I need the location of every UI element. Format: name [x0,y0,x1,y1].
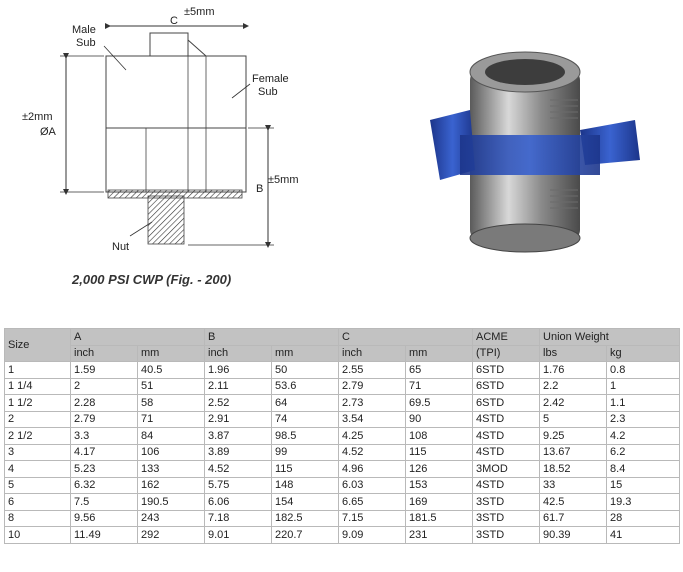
table-cell: 3STD [473,510,540,527]
table-cell: 5 [5,477,71,494]
dim-b-label: B [256,183,264,195]
table-cell: 181.5 [406,510,473,527]
table-cell: 3.54 [339,411,406,428]
figure-caption: 2,000 PSI CWP (Fig. - 200) [72,272,232,287]
table-cell: 9.56 [71,510,138,527]
table-cell: 2.28 [71,395,138,412]
table-cell: 42.5 [540,494,607,511]
table-cell: 9.09 [339,527,406,544]
table-cell: 115 [272,461,339,478]
table-cell: 99 [272,444,339,461]
table-cell: 2.11 [205,378,272,395]
table-cell: 7.15 [339,510,406,527]
table-cell: 2.52 [205,395,272,412]
table-cell: 2.3 [607,411,680,428]
header-b: B [205,329,339,346]
table-cell: 162 [138,477,205,494]
table-cell: 90.39 [540,527,607,544]
header-acme: ACME [473,329,540,346]
table-cell: 2.79 [71,411,138,428]
table-cell: 4.52 [205,461,272,478]
table-cell: 6STD [473,378,540,395]
table-cell: 126 [406,461,473,478]
table-row [5,395,680,412]
table-cell: 154 [272,494,339,511]
table-cell: 19.3 [607,494,680,511]
female-sub-label-2: Sub [258,86,278,98]
dim-c-label: C [170,15,178,27]
table-cell: 98.5 [272,428,339,445]
table-cell: 4.25 [339,428,406,445]
table-cell: 231 [406,527,473,544]
subheader-cell: (TPI) [473,345,540,362]
table-cell: 5.75 [205,477,272,494]
table-cell: 115 [406,444,473,461]
table-cell: 4 [5,461,71,478]
table-cell: 4.2 [607,428,680,445]
table-cell: 9.25 [540,428,607,445]
table-row [5,428,680,445]
table-row [5,527,680,544]
table-cell: 4STD [473,477,540,494]
table-row [5,411,680,428]
table-cell: 90 [406,411,473,428]
table-cell: 133 [138,461,205,478]
table-cell: 220.7 [272,527,339,544]
subheader-cell: mm [272,345,339,362]
tol-a-label: ±2mm [22,111,53,123]
table-cell: 15 [607,477,680,494]
table-cell: 169 [406,494,473,511]
table-cell: 106 [138,444,205,461]
table-cell: 4.17 [71,444,138,461]
hammer-union-diagram [0,0,300,300]
table-cell: 2.42 [540,395,607,412]
table-cell: 6.2 [607,444,680,461]
table-cell: 1 [5,362,71,379]
table-cell: 11.49 [71,527,138,544]
table-cell: 51 [138,378,205,395]
table-cell: 108 [406,428,473,445]
table-cell: 8.4 [607,461,680,478]
table-cell: 2 [5,411,71,428]
table-cell: 2.79 [339,378,406,395]
table-cell: 6.03 [339,477,406,494]
table-cell: 2 [71,378,138,395]
tol-c-label: ±5mm [184,6,215,18]
table-cell: 9.01 [205,527,272,544]
header-union-weight: Union Weight [540,329,680,346]
table-cell: 148 [272,477,339,494]
subheader-cell: inch [205,345,272,362]
table-cell: 53.6 [272,378,339,395]
spec-table [4,328,680,544]
table-row [5,494,680,511]
table-cell: 1.59 [71,362,138,379]
male-sub-label: Male [72,24,96,36]
table-cell: 2.73 [339,395,406,412]
female-sub-label: Female [252,73,289,85]
table-cell: 28 [607,510,680,527]
subheader-cell: inch [339,345,406,362]
table-cell: 292 [138,527,205,544]
table-row [5,362,680,379]
table-cell: 6.06 [205,494,272,511]
table-cell: 4STD [473,411,540,428]
nut-label: Nut [112,241,130,253]
table-cell: 2.55 [339,362,406,379]
hammer-union-icon [420,40,660,270]
table-row [5,444,680,461]
table-cell: 33 [540,477,607,494]
table-cell: 5 [540,411,607,428]
table-cell: 71 [138,411,205,428]
table-cell: 1.96 [205,362,272,379]
table-cell: 50 [272,362,339,379]
subheader-cell: lbs [540,345,607,362]
table-cell: 0.8 [607,362,680,379]
table-cell: 5.23 [71,461,138,478]
subheader-cell: mm [138,345,205,362]
table-cell: 2.91 [205,411,272,428]
table-cell: 1 [607,378,680,395]
table-cell: 6STD [473,395,540,412]
table-cell: 243 [138,510,205,527]
table-cell: 6 [5,494,71,511]
tol-b-label: ±5mm [268,174,299,186]
table-cell: 3MOD [473,461,540,478]
table-row [5,510,680,527]
dim-a-label: ØA [40,126,56,138]
header-c: C [339,329,473,346]
header-size: Size [5,329,71,362]
table-cell: 7.18 [205,510,272,527]
table-cell: 6.32 [71,477,138,494]
table-cell: 41 [607,527,680,544]
table-cell: 4.96 [339,461,406,478]
table-cell: 2 1/2 [5,428,71,445]
table-cell: 8 [5,510,71,527]
table-cell: 1 1/4 [5,378,71,395]
subheader-cell: mm [406,345,473,362]
table-cell: 64 [272,395,339,412]
table-cell: 3 [5,444,71,461]
table-cell: 3.89 [205,444,272,461]
table-cell: 4STD [473,428,540,445]
table-cell: 6STD [473,362,540,379]
table-cell: 71 [406,378,473,395]
table-cell: 7.5 [71,494,138,511]
table-cell: 3STD [473,527,540,544]
table-cell: 58 [138,395,205,412]
subheader-cell: kg [607,345,680,362]
table-cell: 18.52 [540,461,607,478]
table-cell: 182.5 [272,510,339,527]
table-cell: 84 [138,428,205,445]
table-row [5,461,680,478]
table-cell: 4STD [473,444,540,461]
table-row [5,378,680,395]
male-sub-label-2: Sub [76,37,96,49]
table-cell: 3.3 [71,428,138,445]
table-cell: 40.5 [138,362,205,379]
table-cell: 4.52 [339,444,406,461]
table-cell: 190.5 [138,494,205,511]
table-cell: 65 [406,362,473,379]
table-cell: 3.87 [205,428,272,445]
table-cell: 6.65 [339,494,406,511]
table-cell: 153 [406,477,473,494]
subheader-cell: inch [71,345,138,362]
table-cell: 69.5 [406,395,473,412]
table-cell: 1.1 [607,395,680,412]
table-cell: 1.76 [540,362,607,379]
table-cell: 10 [5,527,71,544]
table-cell: 2.2 [540,378,607,395]
table-row [5,477,680,494]
table-cell: 13.67 [540,444,607,461]
table-cell: 61.7 [540,510,607,527]
header-a: A [71,329,205,346]
table-cell: 3STD [473,494,540,511]
table-cell: 1 1/2 [5,395,71,412]
table-cell: 74 [272,411,339,428]
